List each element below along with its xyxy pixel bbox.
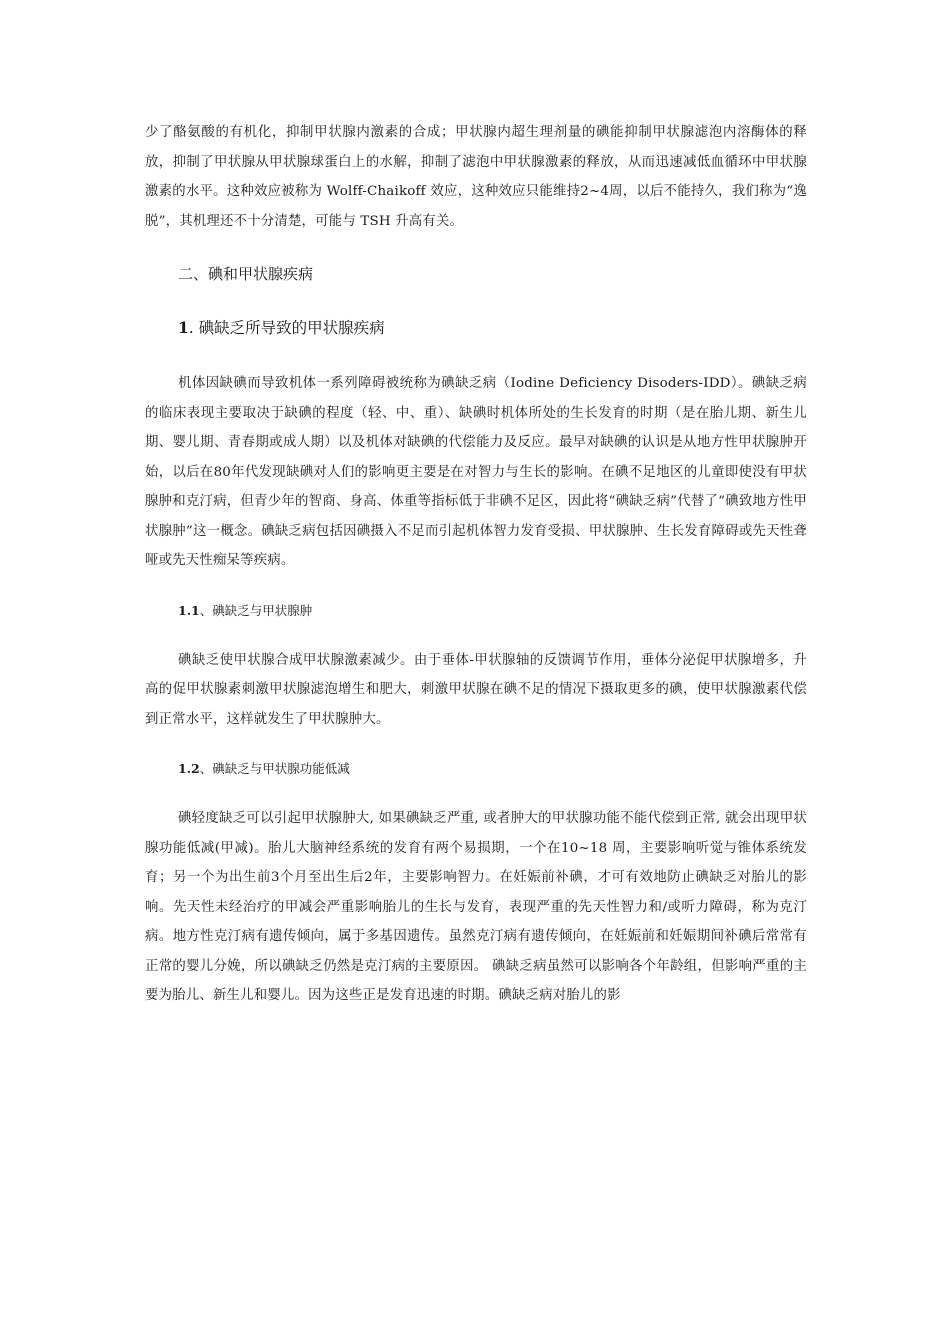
heading-number: 1.2: [178, 761, 200, 776]
paragraph-wolff-chaikoff: 少了酪氨酸的有机化，抑制甲状腺内激素的合成；甲状腺内超生理剂量的碘能抑制甲状腺滤泡内溶酶体的释放，抑制了甲状腺从甲状腺球蛋白上的水解，抑制了滤泡中甲状腺激素的释放，从而迅速减低血循环中甲状腺激素的水平。这种效应被称为 Wolff-Chaikoff 效应，这种效应只能维持2~4周，以后不能持久，我们称为“逸脱”，其机理还不十分清楚，可能与 TSH 升高有关。: [145, 125, 807, 229]
subsection-heading-iodine-deficiency: [145, 314, 807, 342]
paragraph-hypothyroidism: 碘轻度缺乏可以引起甲状腺肿大, 如果碘缺乏严重, 或者肿大的甲状腺功能不能代偿到正常, 就会出现甲状腺功能低减(甲减)。胎儿大脑神经系统的发育有两个易损期，一个在10~18 周，主要影响听觉与锥体系统发育；另一个为出生前3个月至出生后2年，主要影响智力。在妊娠前补碘，才可有效地防止碘缺乏对胎儿的影响。先天性未经治疗的甲减会严重影响胎儿的生长与发育，表现严重的先天性智力和/或听力障碍，称为克汀病。地方性克汀病有遗传倾向，属于多基因遗传。虽然克汀病有遗传倾向，在妊娠前和妊娠期间补碘后常常有正常的婴儿分娩，所以碘缺乏仍然是克汀病的主要原因。 碘缺乏病虽然可以影响各个年龄组，但影响严重的主要为胎儿、新生儿和婴儿。因为这些正是发育迅速的时期。碘缺乏病对胎儿的影: [145, 811, 807, 1003]
document-page: [145, 118, 807, 1011]
heading-text: 、碘缺乏与甲状腺肿: [199, 602, 313, 618]
heading-number: 1: [178, 318, 189, 337]
paragraph-goiter-mechanism: 碘缺乏使甲状腺合成甲状腺激素减少。由于垂体-甲状腺轴的反馈调节作用，垂体分泌促甲状腺增多，升高的促甲状腺素刺激甲状腺滤泡增生和肥大，刺激甲状腺在碘不足的情况下摄取更多的碘，使甲状腺激素代偿到正常水平，这样就发生了甲状腺肿大。: [145, 652, 807, 727]
heading-number: 1.1: [178, 602, 200, 618]
heading-text: . 碘缺乏所导致的甲状腺疾病: [188, 319, 385, 337]
section-heading-iodine-thyroid: 二、碘和甲状腺疾病: [178, 265, 314, 283]
heading-text: 、碘缺乏与甲状腺功能低减: [199, 761, 350, 776]
subsection-heading-goiter: [145, 598, 807, 624]
paragraph-idd-definition: 机体因缺碘而导致机体一系列障碍被统称为碘缺乏病（Iodine Deficiency Disoders-IDD）。碘缺乏病的临床表现主要取决于缺碘的程度（轻、中、重）、缺碘时机体所处的生长发育的时期（是在胎儿期、新生儿期、婴儿期、青春期或成人期）以及机体对缺碘的代偿能力及反应。最早对缺碘的认识是从地方性甲状腺肿开始，以后在80年代发现缺碘对人们的影响更主要是在对智力与生长的影响。在碘不足地区的儿童即使没有甲状腺肿和克汀病，但青少年的智商、身高、体重等指标低于非碘不足区，因此将“碘缺乏病”代替了“碘致地方性甲状腺肿”这一概念。碘缺乏病包括因碘摄入不足而引起机体智力发育受损、甲状腺肿、生长发育障碍或先天性聋哑或先天性痴呆等疾病。: [145, 376, 807, 568]
subsection-heading-hypothyroidism: [145, 756, 807, 782]
